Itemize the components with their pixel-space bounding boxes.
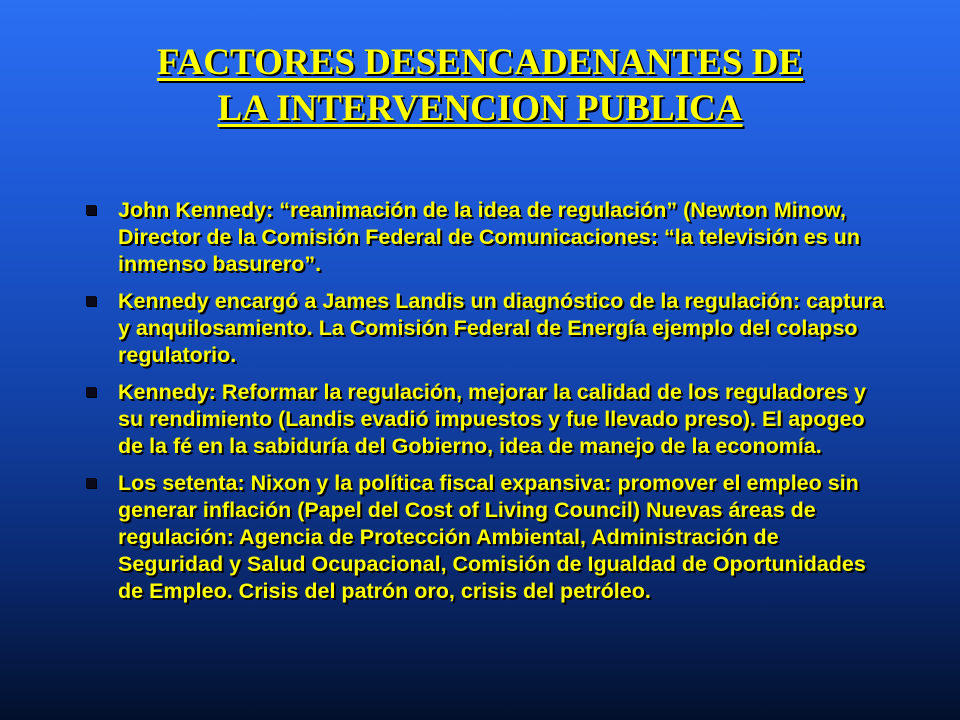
slide-title-line-2: LA INTERVENCION PUBLICA bbox=[217, 88, 743, 129]
slide-title bbox=[60, 40, 900, 132]
bullet-text: Kennedy encargó a James Landis un diagnóstico de la regulación: captura y anquilosamiento. La Comisión Federal de Energía ejemplo del colapso regulatorio. bbox=[118, 289, 884, 367]
bullet-text: John Kennedy: “reanimación de la idea de regulación” (Newton Minow, Director de la Comisión Federal de Comunicaciones: “la televisión es un inmenso basurero”. bbox=[118, 198, 860, 276]
bullet-item-kennedy-reanimacion bbox=[86, 197, 886, 278]
bullet-text: Los setenta: Nixon y la política fiscal expansiva: promover el empleo sin generar inflación (Papel del Cost of Living Council) Nuevas áreas de regulación: Agencia de Protección Ambiental, Administración de Seguridad y Salud Ocupacional, Comisión de Igualdad de Oportunidades de Empleo. Crisis del patrón oro, crisis del petróleo. bbox=[118, 471, 866, 603]
bullet-item-landis-diagnostico bbox=[86, 288, 886, 369]
slide-title-line-1: FACTORES DESENCADENANTES DE bbox=[156, 42, 804, 83]
bullet-text: Kennedy: Reformar la regulación, mejorar la calidad de los reguladores y su rendimiento (Landis evadió impuestos y fue llevado preso). El apogeo de la fé en la sabiduría del Gobierno, idea de manejo de la economía. bbox=[118, 380, 866, 458]
bullet-list bbox=[86, 197, 886, 615]
square-bullet-icon bbox=[86, 205, 96, 215]
bullet-item-kennedy-reformar bbox=[86, 379, 886, 460]
square-bullet-icon bbox=[86, 296, 96, 306]
square-bullet-icon bbox=[86, 387, 96, 397]
square-bullet-icon bbox=[86, 478, 96, 488]
bullet-item-los-setenta bbox=[86, 470, 886, 605]
